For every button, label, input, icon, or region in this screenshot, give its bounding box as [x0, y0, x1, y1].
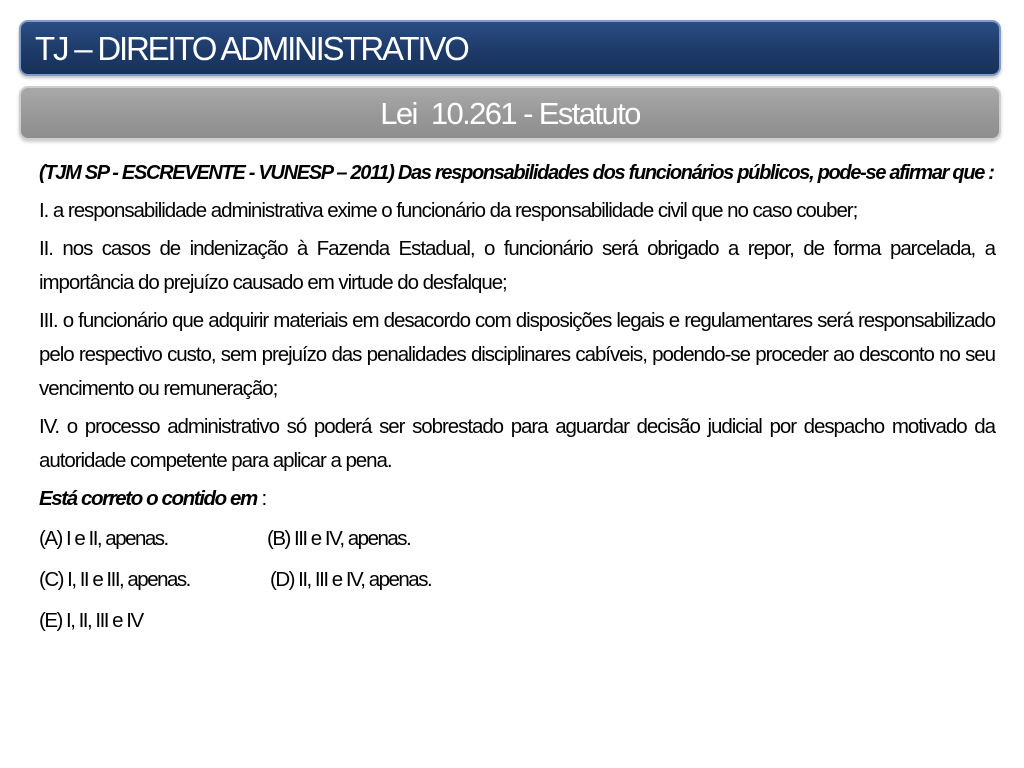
question-item-2: II. nos casos de indenização à Fazenda Estadual, o funcionário será obrigado a repor, de forma parcelada, a importância do prejuízo causado em virtude do desfalque; — [39, 237, 995, 294]
question-item-1: I. a responsabilidade administrativa exime o funcionário da responsabilidade civil que no caso couber; — [39, 199, 858, 222]
option-c: (C) I, II e III, apenas. — [39, 568, 190, 591]
title-bar — [19, 20, 1001, 76]
option-e: (E) I, II, III e IV — [39, 609, 143, 632]
question-statement: (TJM SP - ESCREVENTE - VUNESP – 2011) Das responsabilidades dos funcionários públicos, pode-se afirmar que : — [39, 162, 994, 184]
question-item-4: IV. o processo administrativo só poderá ser sobrestado para aguardar decisão judicial por despacho motivado da autoridade competente para aplicar a pena. — [39, 415, 995, 472]
question-item-3: III. o funcionário que adquirir materiais em desacordo com disposições legais e regulamentares será responsabilizado pelo respectivo custo, sem prejuízo das penalidades disciplinares cabíveis, podendo-se proceder ao desconto no seu vencimento ou remuneração; — [39, 309, 995, 400]
options-row-3 — [39, 604, 995, 638]
question-content — [39, 156, 995, 645]
answer-prompt-text: Está correto o contido em — [39, 487, 257, 510]
option-d: (D) II, III e IV, apenas. — [270, 568, 432, 591]
option-a: (A) I e II, apenas. — [39, 527, 168, 550]
subtitle-bar — [19, 86, 1001, 140]
slide-title: TJ – DIREITO ADMINISTRATIVO — [35, 30, 468, 67]
slide-subtitle: Lei 10.261 - Estatuto — [380, 96, 640, 131]
option-b: (B) III e IV, apenas. — [267, 527, 411, 550]
answer-prompt — [39, 482, 995, 516]
answer-prompt-suffix: : — [256, 487, 267, 510]
options-row-1 — [39, 522, 995, 556]
options-row-2 — [39, 563, 995, 597]
